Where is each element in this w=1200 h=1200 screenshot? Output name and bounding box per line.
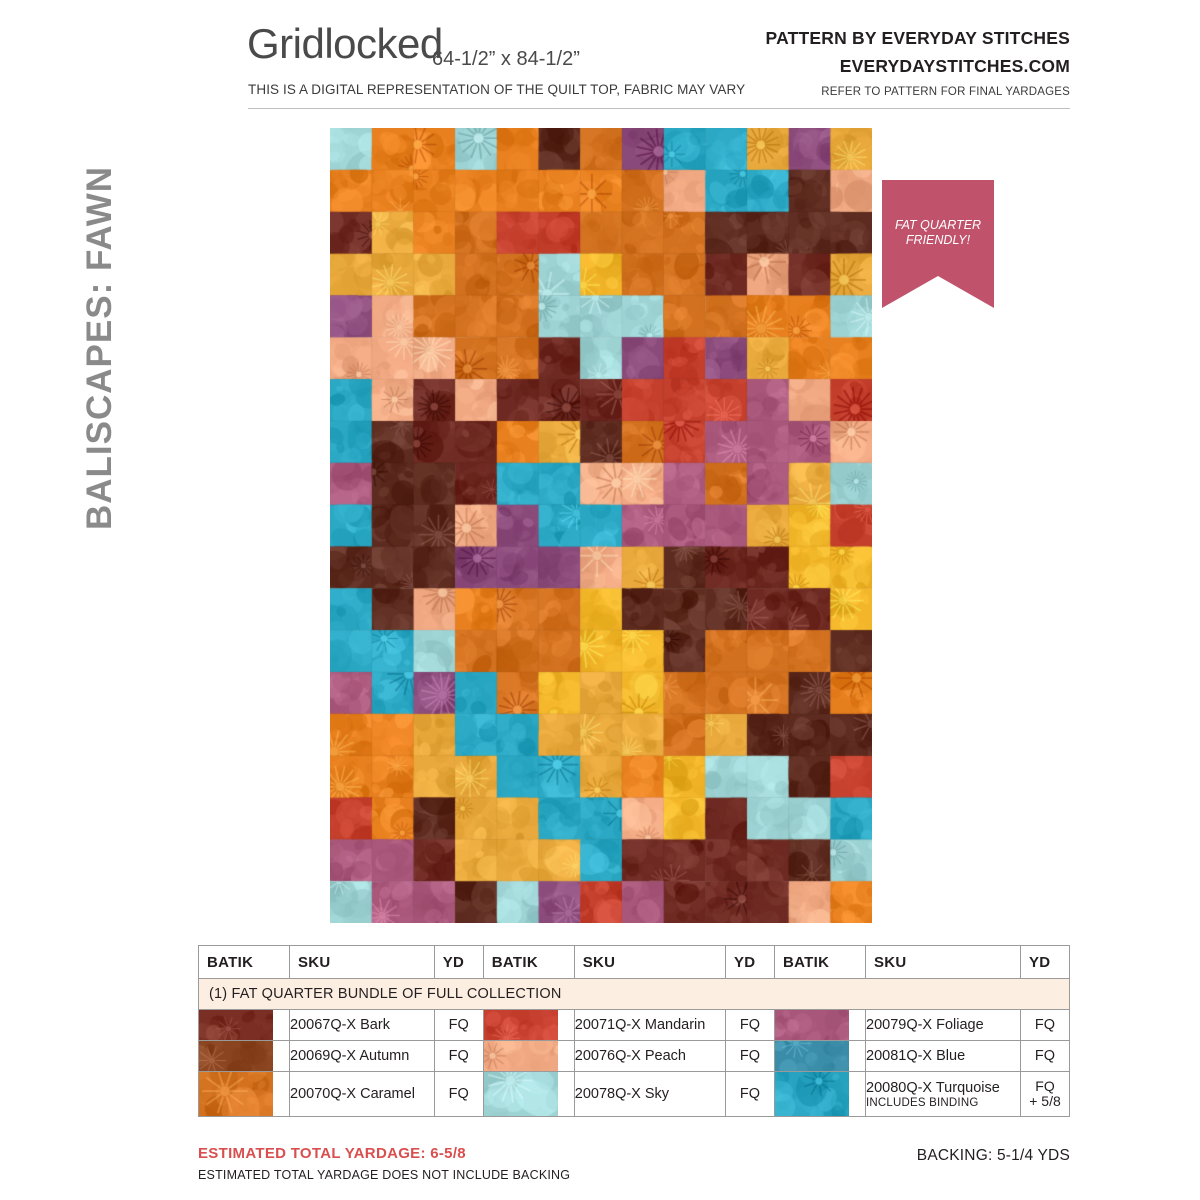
- table-row: [199, 1010, 1070, 1041]
- yardage-line-2: + 5/8: [1029, 1093, 1061, 1109]
- fat-quarter-friendly-badge: [882, 180, 1002, 308]
- sku-label: 20069Q-X Autumn: [290, 1041, 435, 1072]
- fabric-swatch: [775, 1010, 849, 1040]
- fabric-swatch: [199, 1072, 273, 1116]
- yardage-value: FQ: [434, 1010, 483, 1041]
- swatch-cell: [199, 1072, 290, 1117]
- swatch-cell: [483, 1041, 574, 1072]
- sku-label: 20070Q-X Caramel: [290, 1072, 435, 1117]
- swatch-cell: [775, 1072, 866, 1117]
- swatch-cell: [199, 1010, 290, 1041]
- swatch-cell: [483, 1072, 574, 1117]
- sku-label: 20071Q-X Mandarin: [574, 1010, 725, 1041]
- yardage-value: FQ: [1021, 1010, 1070, 1041]
- fabric-swatch: [484, 1041, 558, 1071]
- fabric-swatch: [199, 1010, 273, 1040]
- digital-representation-note: THIS IS A DIGITAL REPRESENTATION OF THE QUILT TOP, FABRIC MAY VARY: [248, 82, 746, 97]
- quilt-image: [330, 128, 872, 923]
- col-header-sku-2: SKU: [574, 946, 725, 979]
- yardage-value: FQ: [1021, 1041, 1070, 1072]
- designer-line: PATTERN BY EVERYDAY STITCHES: [765, 28, 1070, 48]
- total-yardage-note: ESTIMATED TOTAL YARDAGE DOES NOT INCLUDE BACKING: [198, 1168, 571, 1182]
- collection-name: BALISCAPES: FAWN: [80, 165, 119, 530]
- swatch-cell: [775, 1010, 866, 1041]
- quilt-preview: [330, 128, 872, 923]
- sku-note: INCLUDES BINDING: [866, 1096, 979, 1109]
- bundle-label: (1) FAT QUARTER BUNDLE OF FULL COLLECTION: [199, 979, 1070, 1010]
- yardage-value: FQ: [434, 1041, 483, 1072]
- swatch-cell: [483, 1010, 574, 1041]
- fabric-swatch: [199, 1041, 273, 1071]
- sku-label: 20078Q-X Sky: [574, 1072, 725, 1117]
- finished-size: 64-1/2” x 84-1/2”: [432, 48, 580, 70]
- col-header-yd-1: YD: [434, 946, 483, 979]
- table-header-row: [199, 946, 1070, 979]
- footer-left: [198, 1145, 798, 1182]
- backing-yardage: BACKING: 5-1/4 YDS: [916, 1147, 1070, 1164]
- yardage-note: REFER TO PATTERN FOR FINAL YARDAGES: [821, 86, 1070, 98]
- header-divider: [248, 108, 1070, 109]
- col-header-batik-2: BATIK: [483, 946, 574, 979]
- yardage-value: FQ: [434, 1072, 483, 1117]
- fabric-swatch: [484, 1072, 558, 1116]
- page-header: [0, 0, 1200, 112]
- yardage-line-1: FQ: [1035, 1078, 1055, 1094]
- col-header-sku-3: SKU: [866, 946, 1021, 979]
- yardage-value: FQ: [726, 1010, 775, 1041]
- yardage-value: FQ: [726, 1041, 775, 1072]
- ribbon-line-1: FAT QUARTER: [894, 218, 982, 232]
- designer-info: [570, 28, 1070, 98]
- sku-label: 20067Q-X Bark: [290, 1010, 435, 1041]
- sku-label: 20081Q-X Blue: [866, 1041, 1021, 1072]
- table-row: [199, 1072, 1070, 1117]
- ribbon-text: [882, 218, 994, 248]
- sku-label: 20076Q-X Peach: [574, 1041, 725, 1072]
- fabric-swatch: [775, 1041, 849, 1071]
- col-header-sku-1: SKU: [290, 946, 435, 979]
- col-header-batik-1: BATIK: [199, 946, 290, 979]
- estimated-total-yardage: ESTIMATED TOTAL YARDAGE: 6-5/8: [198, 1145, 466, 1162]
- sku-label: [866, 1072, 1021, 1117]
- swatch-cell: [199, 1041, 290, 1072]
- sku-text: 20080Q-X Turquoise: [866, 1079, 1000, 1096]
- col-header-yd-3: YD: [1021, 946, 1070, 979]
- yardage-value: FQ: [726, 1072, 775, 1117]
- fabric-swatch: [775, 1072, 849, 1116]
- website-link[interactable]: EVERYDAYSTITCHES.COM: [839, 56, 1070, 76]
- col-header-batik-3: BATIK: [775, 946, 866, 979]
- ribbon-line-2: FRIENDLY!: [905, 233, 971, 247]
- fabric-swatch: [484, 1010, 558, 1040]
- bundle-row: [199, 979, 1070, 1010]
- col-header-yd-2: YD: [726, 946, 775, 979]
- swatch-cell: [775, 1041, 866, 1072]
- table-row: [199, 1041, 1070, 1072]
- yardage-value: [1021, 1072, 1070, 1117]
- page-title: Gridlocked: [247, 20, 443, 67]
- sku-label: 20079Q-X Foliage: [866, 1010, 1021, 1041]
- fabric-requirements-table: [198, 945, 1070, 1117]
